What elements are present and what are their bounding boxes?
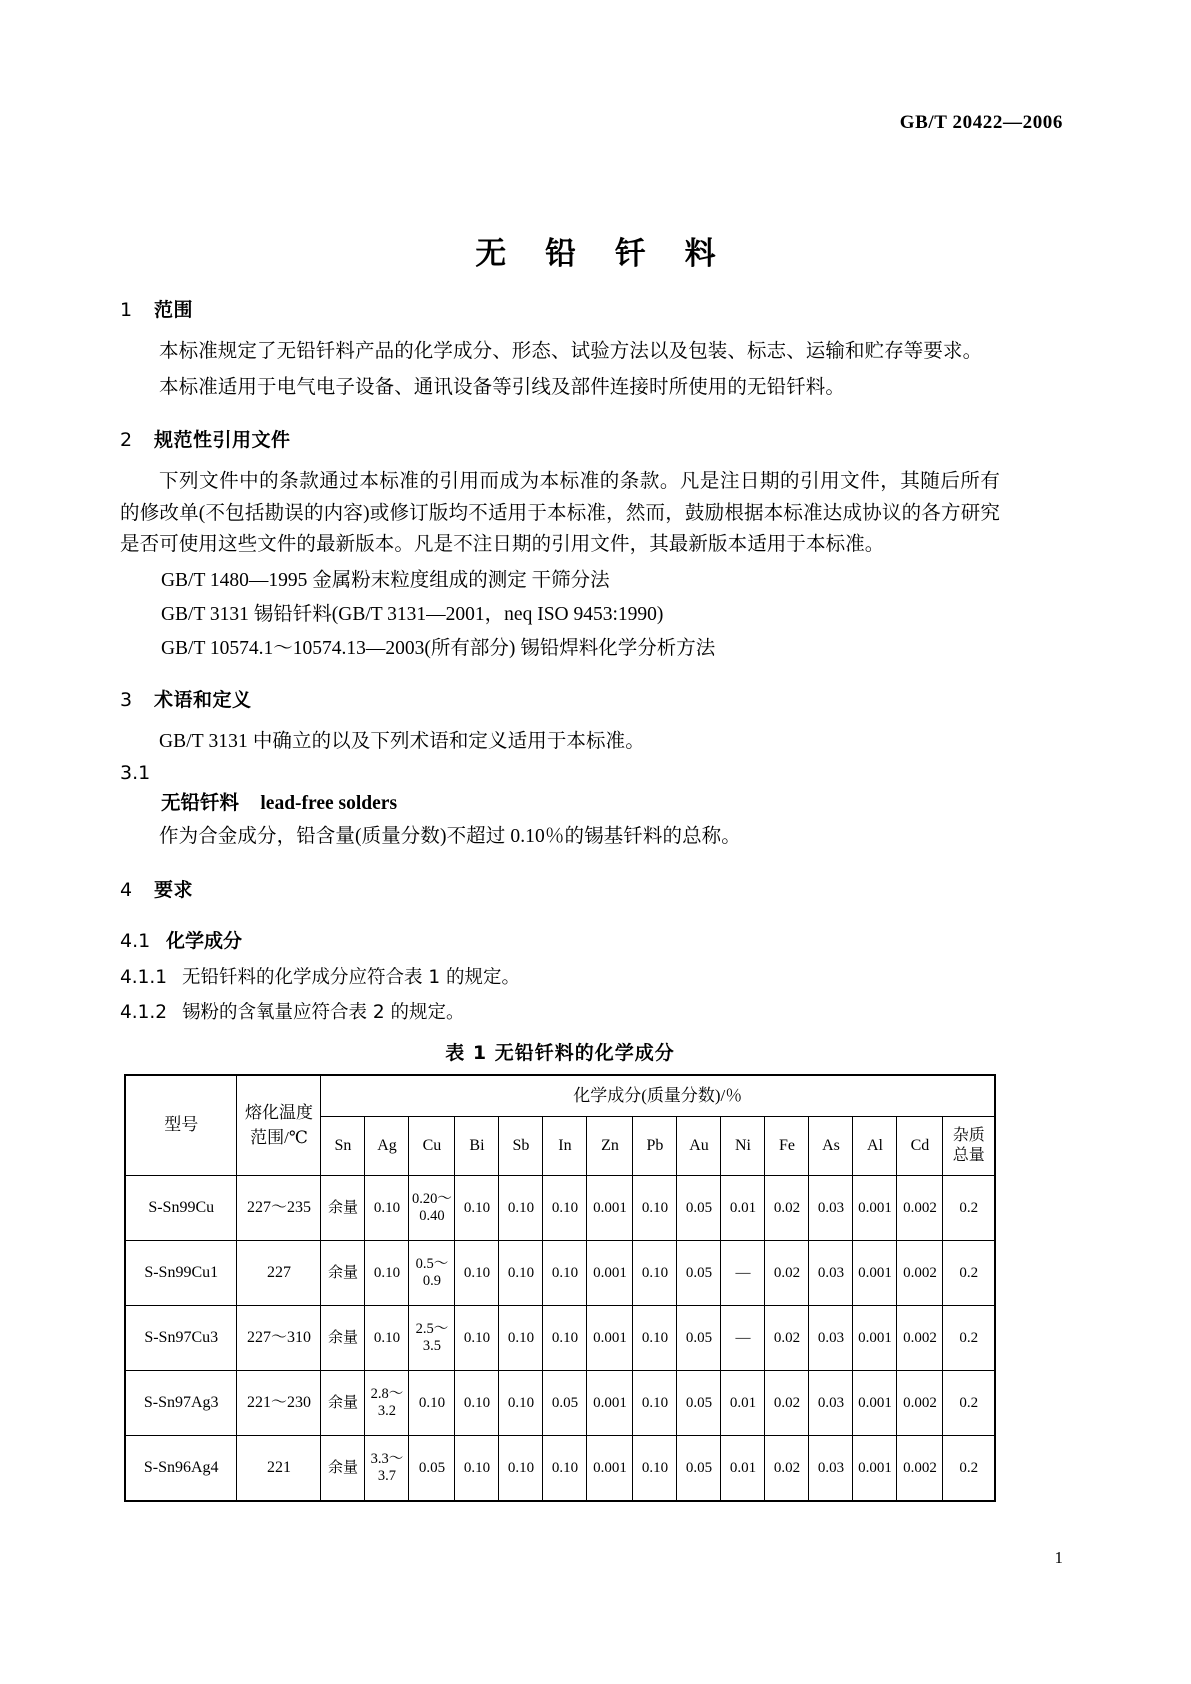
clause-3-1-number: 3.1 <box>120 762 151 785</box>
table-1-head <box>125 1075 995 1176</box>
cell-element-cd: 0.002 <box>897 1435 943 1501</box>
cell-element-au: 0.05 <box>677 1370 721 1435</box>
table-1-body <box>125 1175 995 1501</box>
clause-1-paragraph-1: 本标准规定了无铅钎料产品的化学成分、形态、试验方法以及包装、标志、运输和贮存等要求。 <box>159 341 983 362</box>
header-melting-range <box>237 1075 321 1176</box>
cell-model: S-Sn97Ag3 <box>125 1370 237 1435</box>
header-composition-group: 化学成分(质量分数)/％ <box>321 1075 995 1117</box>
header-element-pb: Pb <box>633 1116 677 1175</box>
cell-element-al: 0.001 <box>853 1240 897 1305</box>
cell-element-zn: 0.001 <box>587 1370 633 1435</box>
header-element-sb: Sb <box>499 1116 543 1175</box>
header-impurity-total-line2: 总量 <box>952 1146 985 1164</box>
cell-melting-range: 227 <box>237 1240 321 1305</box>
clause-4-1-2-text: 锡粉的含氧量应符合表 2 的规定。 <box>182 1002 465 1024</box>
header-element-in: In <box>543 1116 587 1175</box>
header-element-au: Au <box>677 1116 721 1175</box>
cell-element-sb: 0.10 <box>499 1240 543 1305</box>
clause-1-number: 1 <box>120 299 133 321</box>
cell-element-in: 0.10 <box>543 1435 587 1501</box>
cell-element-cd: 0.002 <box>897 1240 943 1305</box>
cell-element-bi: 0.10 <box>455 1435 499 1501</box>
cell-element-al: 0.001 <box>853 1175 897 1240</box>
cell-impurity-total: 0.2 <box>943 1305 995 1370</box>
cell-element-bi: 0.10 <box>455 1305 499 1370</box>
page-number: 1 <box>1054 1548 1063 1567</box>
table-row <box>125 1305 995 1370</box>
running-header-standard-code: GB/T 20422—2006 <box>899 112 1063 133</box>
cell-element-ag: 0.10 <box>365 1305 409 1370</box>
table-row <box>125 1175 995 1240</box>
clause-3-paragraph-1: GB/T 3131 中确立的以及下列术语和定义适用于本标准。 <box>159 731 645 753</box>
cell-element-in: 0.10 <box>543 1305 587 1370</box>
cell-element-fe: 0.02 <box>765 1370 809 1435</box>
cell-element-cu: 2.5～ 3.5 <box>409 1305 455 1370</box>
header-element-ag: Ag <box>365 1116 409 1175</box>
cell-element-fe: 0.02 <box>765 1435 809 1501</box>
cell-element-pb: 0.10 <box>633 1305 677 1370</box>
header-element-fe: Fe <box>765 1116 809 1175</box>
cell-element-cd: 0.002 <box>897 1370 943 1435</box>
header-element-zn: Zn <box>587 1116 633 1175</box>
header-impurity-total <box>943 1116 995 1175</box>
clause-4-1-1-text: 无铅钎料的化学成分应符合表 1 的规定。 <box>182 966 521 988</box>
term-definition: 作为合金成分，铅含量(质量分数)不超过 0.10％的锡基钎料的总称。 <box>159 826 741 848</box>
cell-melting-range: 221～230 <box>237 1370 321 1435</box>
cell-element-ag: 2.8～ 3.2 <box>365 1370 409 1435</box>
table-1-caption: 表 1 无铅钎料的化学成分 <box>445 1041 675 1064</box>
cell-element-sn: 余量 <box>321 1370 365 1435</box>
cell-element-zn: 0.001 <box>587 1240 633 1305</box>
cell-model: S-Sn99Cu1 <box>125 1240 237 1305</box>
clause-4-1-1 <box>120 963 1000 993</box>
header-element-sn: Sn <box>321 1116 365 1175</box>
cell-element-fe: 0.02 <box>765 1240 809 1305</box>
cell-element-bi: 0.10 <box>455 1175 499 1240</box>
cell-melting-range: 221 <box>237 1435 321 1501</box>
header-element-cu: Cu <box>409 1116 455 1175</box>
clause-4-1-2-number: 4.1.2 <box>120 1002 168 1024</box>
cell-element-zn: 0.001 <box>587 1435 633 1501</box>
term-name-en: lead-free solders <box>260 793 398 815</box>
cell-element-sb: 0.10 <box>499 1305 543 1370</box>
cell-element-bi: 0.10 <box>455 1240 499 1305</box>
cell-element-au: 0.05 <box>677 1175 721 1240</box>
cell-model: S-Sn99Cu <box>125 1175 237 1240</box>
cell-element-cu: 0.10 <box>409 1370 455 1435</box>
cell-element-cd: 0.002 <box>897 1175 943 1240</box>
header-element-ni: Ni <box>721 1116 765 1175</box>
document-body <box>120 295 1000 1502</box>
cell-element-as: 0.03 <box>809 1240 853 1305</box>
cell-melting-range: 227～235 <box>237 1175 321 1240</box>
header-element-al: Al <box>853 1116 897 1175</box>
clause-4-1-heading <box>120 926 1000 953</box>
cell-element-ni: 0.01 <box>721 1370 765 1435</box>
cell-element-pb: 0.10 <box>633 1370 677 1435</box>
clause-4-1-title: 化学成分 <box>166 929 243 952</box>
cell-element-sn: 余量 <box>321 1240 365 1305</box>
term-entry <box>120 788 1000 819</box>
cell-element-cu: 0.5～ 0.9 <box>409 1240 455 1305</box>
clause-4-heading <box>120 875 1000 902</box>
cell-element-al: 0.001 <box>853 1370 897 1435</box>
cell-element-ni: — <box>721 1240 765 1305</box>
cell-element-ni: 0.01 <box>721 1175 765 1240</box>
cell-element-cd: 0.002 <box>897 1305 943 1370</box>
cell-element-pb: 0.10 <box>633 1175 677 1240</box>
cell-element-sb: 0.10 <box>499 1435 543 1501</box>
clause-3-heading <box>120 685 1000 712</box>
header-element-as: As <box>809 1116 853 1175</box>
cell-impurity-total: 0.2 <box>943 1370 995 1435</box>
cell-element-pb: 0.10 <box>633 1240 677 1305</box>
clause-1-heading <box>120 295 1000 322</box>
clause-4-title: 要求 <box>154 878 194 901</box>
header-impurity-total-line1: 杂质 <box>952 1127 985 1145</box>
term-name-cn: 无铅钎料 <box>160 793 239 815</box>
table-1-header-row-top <box>125 1075 995 1117</box>
header-melting-range-line1: 熔化温度 <box>244 1102 313 1122</box>
cell-element-sb: 0.10 <box>499 1370 543 1435</box>
header-melting-range-line2: 范围/℃ <box>250 1128 308 1148</box>
clause-2-number: 2 <box>120 429 133 452</box>
cell-element-cu: 0.05 <box>409 1435 455 1501</box>
clause-4-1-1-number: 4.1.1 <box>120 966 168 988</box>
cell-melting-range: 227～310 <box>237 1305 321 1370</box>
clause-3-number: 3 <box>120 689 133 712</box>
cell-element-in: 0.10 <box>543 1240 587 1305</box>
cell-element-zn: 0.001 <box>587 1175 633 1240</box>
clause-1-paragraph-2: 本标准适用于电气电子设备、通讯设备等引线及部件连接时所使用的无铅钎料。 <box>159 376 846 398</box>
cell-element-as: 0.03 <box>809 1175 853 1240</box>
cell-element-sn: 余量 <box>321 1175 365 1240</box>
cell-element-au: 0.05 <box>677 1435 721 1501</box>
normative-reference-1: GB/T 1480—1995 金属粉末粒度组成的测定 干筛分法 <box>160 569 610 591</box>
header-element-cd: Cd <box>897 1116 943 1175</box>
clause-4-number: 4 <box>120 878 133 901</box>
normative-reference-2: GB/T 3131 锡铅钎料(GB/T 3131—2001，neq ISO 9453:1990) <box>160 604 664 626</box>
normative-reference-3: GB/T 10574.1～10574.13—2003(所有部分) 锡铅焊料化学分析方法 <box>160 638 716 660</box>
cell-element-cu: 0.20～ 0.40 <box>409 1175 455 1240</box>
cell-element-fe: 0.02 <box>765 1305 809 1370</box>
cell-element-zn: 0.001 <box>587 1305 633 1370</box>
cell-impurity-total: 0.2 <box>943 1435 995 1501</box>
cell-element-as: 0.03 <box>809 1435 853 1501</box>
cell-element-as: 0.03 <box>809 1305 853 1370</box>
cell-element-as: 0.03 <box>809 1370 853 1435</box>
cell-model: S-Sn97Cu3 <box>125 1305 237 1370</box>
clause-2-paragraph-1: 下列文件中的条款通过本标准的引用而成为本标准的条款。凡是注日期的引用文件，其随后所有的修改单(不包括勘误的内容)或修订版均不适用于本标准，然而，鼓励根据本标准达成协议的各方研究是否可使用这些文件的最新版本。凡是不注日期的引用文件，其最新版本适用于本标准。 <box>120 471 1000 556</box>
clause-4-1-number: 4.1 <box>120 929 151 952</box>
cell-element-ag: 0.10 <box>365 1175 409 1240</box>
table-1-chemical-composition <box>124 1074 996 1502</box>
cell-element-in: 0.10 <box>543 1175 587 1240</box>
cell-element-au: 0.05 <box>677 1240 721 1305</box>
cell-element-al: 0.001 <box>853 1435 897 1501</box>
cell-element-sn: 余量 <box>321 1435 365 1501</box>
cell-model: S-Sn96Ag4 <box>125 1435 237 1501</box>
header-element-bi: Bi <box>455 1116 499 1175</box>
clause-3-title: 术语和定义 <box>154 689 252 712</box>
header-model: 型号 <box>125 1075 237 1176</box>
clause-4-1-2 <box>120 998 1000 1028</box>
cell-element-ni: — <box>721 1305 765 1370</box>
cell-element-ag: 3.3～ 3.7 <box>365 1435 409 1501</box>
table-row <box>125 1435 995 1501</box>
cell-element-ag: 0.10 <box>365 1240 409 1305</box>
clause-2-title: 规范性引用文件 <box>154 429 291 452</box>
cell-impurity-total: 0.2 <box>943 1175 995 1240</box>
cell-element-sb: 0.10 <box>499 1175 543 1240</box>
cell-element-fe: 0.02 <box>765 1175 809 1240</box>
cell-element-pb: 0.10 <box>633 1435 677 1501</box>
cell-element-au: 0.05 <box>677 1305 721 1370</box>
document-title: 无 铅 钎 料 <box>475 235 730 272</box>
cell-element-in: 0.05 <box>543 1370 587 1435</box>
cell-impurity-total: 0.2 <box>943 1240 995 1305</box>
cell-element-sn: 余量 <box>321 1305 365 1370</box>
cell-element-al: 0.001 <box>853 1305 897 1370</box>
clause-1-title: 范围 <box>154 299 194 321</box>
table-row <box>125 1370 995 1435</box>
clause-2-heading <box>120 425 1000 452</box>
cell-element-ni: 0.01 <box>721 1435 765 1501</box>
cell-element-bi: 0.10 <box>455 1370 499 1435</box>
table-row <box>125 1240 995 1305</box>
